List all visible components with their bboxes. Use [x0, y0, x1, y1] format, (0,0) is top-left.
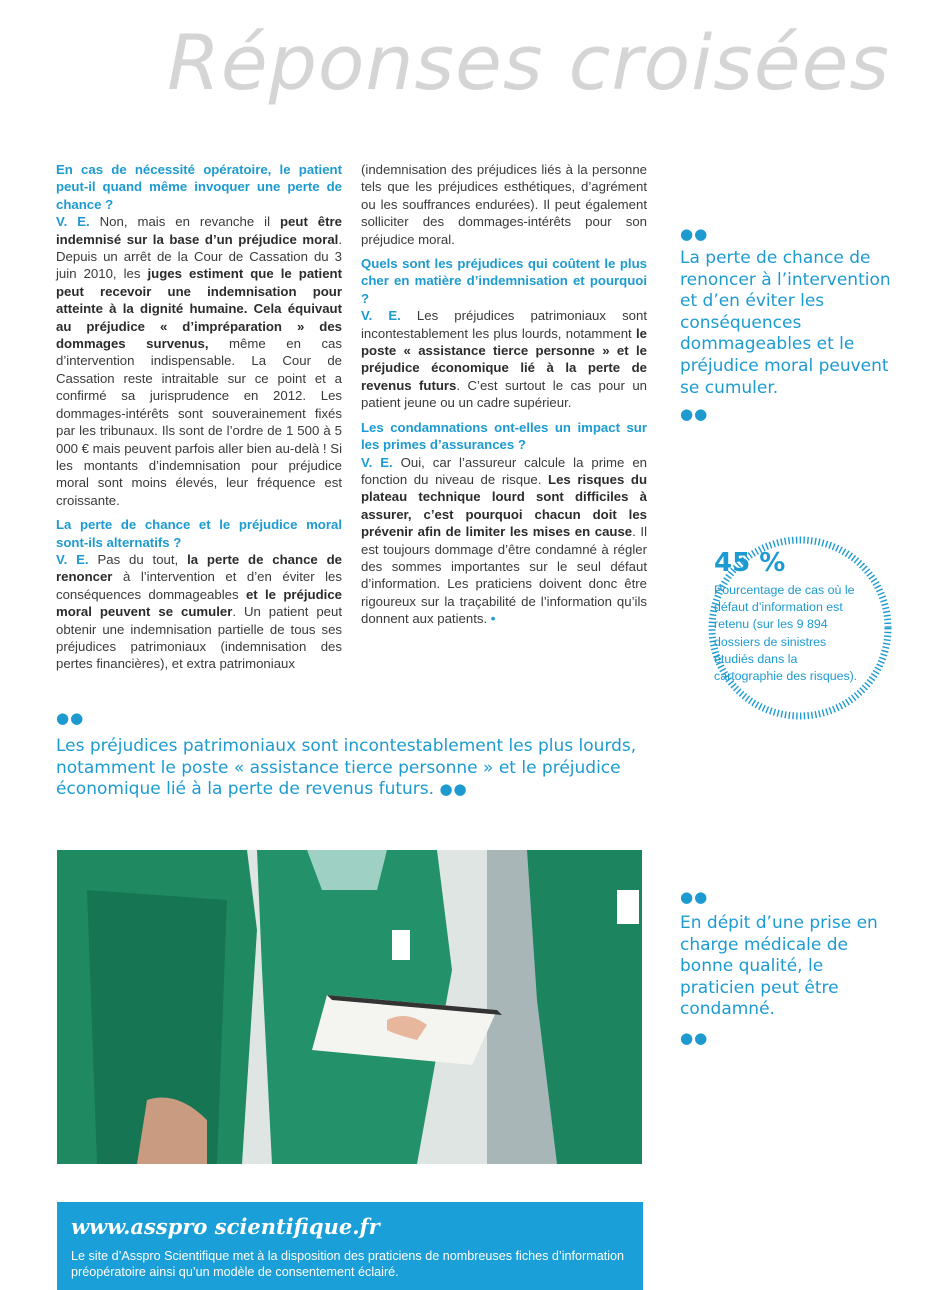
text-run: Les préjudices patrimoniaux sont incontestablement les plus lourds, notamment: [361, 308, 647, 341]
answer-2-continued: [361, 161, 647, 248]
page-title: Réponses croisées: [167, 18, 890, 107]
bold-run: et le préjudice moral peuvent se cumuler: [56, 586, 343, 620]
answer-2: [56, 551, 342, 673]
text-run: Non, mais en revanche il: [89, 214, 280, 230]
bold-run: juges estiment que le patient peut recevoir une indemnisation pour atteinte à la dignité humaine. Cela équivaut au préjudice « d’impréparation » des dommages survenus,: [56, 266, 342, 352]
quote-close-dots: ●●: [439, 780, 468, 799]
article-column-2: [361, 161, 647, 635]
question-1: En cas de nécessité opératoire, le patient peut-il quand même invoquer une perte de chance ?: [56, 162, 342, 212]
pull-quote-3: [680, 890, 900, 1046]
answer-4: [361, 454, 647, 628]
banner-text: Le site d’Asspro Scientifique met à la disposition des praticiens de nombreuses fiches d’information préopératoire ainsi qu’un modèle de consentement éclairé.: [71, 1249, 625, 1279]
text-run: même en cas d’intervention indispensable. La Cour de Cassation reste intraitable sur ce point et a confirmé sa jurisprudence en 2012. Les dommages-intérêts sont souverainement fixés par les tribunaux. Ils sont de l’ordre de 1 500 à 5 000 € mais peuvent parfois aller bien au-delà ! Si les montants d’indemnisation pour préjudice moral sont moins élevés, leur fréquence est croissante.: [56, 336, 342, 508]
bold-run: la perte de chance de renoncer: [56, 551, 342, 585]
pull-quote-2: [56, 711, 656, 801]
pull-quote-1-text: La perte de chance de renoncer à l’intervention et d’en éviter les conséquences dommageables et le préjudice moral peuvent se cumuler.: [680, 248, 891, 398]
pull-quote-1: [680, 227, 900, 422]
question-2: La perte de chance et le préjudice moral sont-ils alternatifs ?: [56, 517, 342, 550]
question-4: Les condamnations ont-elles un impact sur les primes d’assurances ?: [361, 419, 647, 453]
bold-run: Les risques du plateau technique lourd sont difficiles à assurer, c’est pourquoi chacun doit les prévenir afin de limiter les mises en cause: [361, 471, 647, 540]
initials-run: •: [490, 611, 496, 627]
website-link[interactable]: www.asspro scientifique.fr: [71, 1214, 380, 1239]
text-run: à l’intervention et d’en éviter les conséquences dommageables: [56, 569, 342, 602]
initials-run: V. E.: [56, 214, 90, 230]
text-run: (indemnisation des préjudices liés à la personne tels que les préjudices esthétiques, d’agrément ou les souffrances endurées). Il peut également solliciter des dommages-intérêts pour son préjudice moral.: [361, 162, 647, 247]
text-run: Oui, car l’assureur calcule la prime en fonction du niveau de risque.: [361, 454, 648, 487]
website-banner: [57, 1202, 643, 1290]
text-run: . Il est toujours dommage d’être condamné à régler des sommes importantes sur le seul défaut d’information. Les praticiens doivent donc être rigoureux sur la traçabilité de l’information qu’ils donnent aux patients.: [361, 524, 648, 627]
text-run: Pas du tout,: [88, 551, 188, 567]
text-run: . Un patient peut obtenir une indemnisation partielle de tous ses préjudices patrimoniaux (indemnisation des pertes financières), et extra patrimoniaux: [56, 604, 342, 672]
quote-close-dots: ●●: [680, 405, 709, 424]
question-3: Quels sont les préjudices qui coûtent le plus cher en matière d’indemnisation et pourquoi ?: [361, 256, 647, 306]
pull-quote-3-text: En dépit d’une prise en charge médicale de bonne qualité, le praticien peut être condamné.: [680, 913, 878, 1020]
stat-value: 45 %: [714, 548, 786, 578]
stat-caption: Pourcentage de cas où le défaut d’information est retenu (sur les 9 894 dossiers de sinistres étudiés dans la cartographie des risques).: [714, 583, 858, 684]
bold-run: peut être indemnisé sur la base d’un préjudice moral: [56, 214, 342, 247]
initials-run: V. E.: [361, 454, 393, 470]
quote-open-dots: ●●: [56, 709, 85, 727]
text-run: . C’est surtout le cas pour un patient jeune ou un cadre supérieur.: [361, 377, 648, 411]
photo-illustration: [57, 850, 642, 1164]
pull-quote-2-body: Les préjudices patrimoniaux sont incontestablement les plus lourds, notamment le poste « assistance tierce personne » et le préjudice économique lié à la perte de revenus futurs.: [56, 736, 637, 800]
stat-circle: [700, 528, 900, 728]
initials-run: V. E.: [361, 308, 401, 324]
bold-run: le poste « assistance tierce personne » et le préjudice économique lié à la perte de revenus futurs: [361, 325, 647, 393]
initials-run: V. E.: [56, 551, 89, 567]
pull-quote-2-text: [56, 736, 656, 801]
quote-open-dots: ●●: [680, 225, 709, 243]
answer-3: [361, 307, 647, 411]
article-column-1: [56, 161, 342, 680]
quote-open-dots: ●●: [680, 888, 709, 906]
text-run: . Depuis un arrêt de la Cour de Cassation du 3 juin 2010, les: [56, 231, 342, 282]
hospital-staff-photo: [57, 850, 642, 1164]
answer-1: [56, 213, 342, 509]
quote-close-dots: ●●: [680, 1028, 709, 1047]
